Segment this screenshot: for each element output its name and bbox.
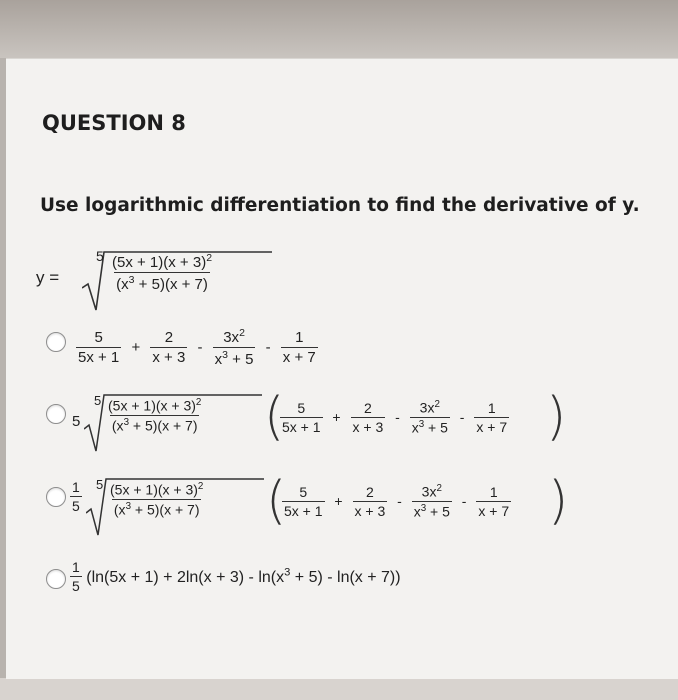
root-index: 5 bbox=[96, 477, 104, 492]
option-d-expression bbox=[70, 559, 401, 594]
left-paren: ( bbox=[264, 387, 285, 447]
option-c-radio[interactable] bbox=[46, 487, 66, 507]
question-title: QUESTION 8 bbox=[42, 111, 186, 135]
radicand-fraction: $\frac{(5x + 1)(x + 3)^2}{(x^3 + 5)(x + 7)}$ bbox=[108, 397, 202, 434]
right-paren: ) bbox=[546, 387, 567, 447]
option-b-expression bbox=[72, 387, 582, 463]
option-a-expression bbox=[76, 327, 318, 368]
term-1-over-x7: $\frac{1}{x + 7}$ bbox=[282, 329, 316, 366]
bracketed-terms: $\frac{5}{5x + 1}$ + $\frac{2}{x + 3}$ - $\frac{3x^2}{x^3 + 5}$ - $\frac{1}{x + 7}$ bbox=[284, 483, 510, 520]
root-index: 5 bbox=[94, 393, 102, 408]
left-paren: ( bbox=[266, 471, 287, 531]
given-numerator: $(5x + 1)(x + 3)^2$ bbox=[112, 252, 213, 271]
option-d-radio[interactable] bbox=[46, 569, 66, 589]
term-5-over-5x1: $\frac{5}{5x + 1}$ bbox=[78, 329, 120, 366]
given-lhs: y = bbox=[36, 268, 60, 287]
minus-sign: - bbox=[197, 339, 203, 356]
background-top bbox=[0, 0, 678, 58]
option-c-expression bbox=[70, 471, 590, 547]
right-paren: ) bbox=[548, 471, 569, 531]
option-b-radio[interactable] bbox=[46, 404, 66, 424]
option-d-log-sum: $(\ln(5x + 1) + 2\ln(x + 3) - \ln(x^3 + 5) - \ln(x + 7))$ bbox=[86, 566, 401, 586]
term-3x2-over-x35: $\frac{3x^2}{x^3 + 5}$ bbox=[214, 327, 254, 368]
minus-sign: - bbox=[265, 339, 271, 356]
option-d-coefficient: $\frac{1}{5}$ bbox=[72, 559, 80, 594]
question-card bbox=[6, 58, 678, 679]
option-c-coefficient: $\frac{1}{5}$ bbox=[72, 479, 80, 514]
given-denominator: $(x^3 + 5)(x + 7)$ bbox=[116, 274, 208, 293]
bracketed-terms: $\frac{5}{5x + 1}$ + $\frac{2}{x + 3}$ - $\frac{3x^2}{x^3 + 5}$ - $\frac{1}{x + 7}$ bbox=[282, 399, 508, 436]
question-prompt: Use logarithmic differentiation to find the derivative of y. bbox=[40, 195, 640, 216]
term-2-over-x3: $\frac{2}{x + 3}$ bbox=[152, 329, 186, 366]
given-function bbox=[36, 244, 256, 314]
option-a-radio[interactable] bbox=[46, 332, 66, 352]
given-fraction bbox=[110, 252, 214, 293]
option-b-coefficient: 5 bbox=[72, 413, 81, 430]
plus-sign: + bbox=[131, 339, 141, 356]
radicand-fraction: $\frac{(5x + 1)(x + 3)^2}{(x^3 + 5)(x + 7)}$ bbox=[110, 481, 204, 518]
background-bottom bbox=[0, 678, 678, 700]
root-index: 5 bbox=[96, 248, 104, 264]
